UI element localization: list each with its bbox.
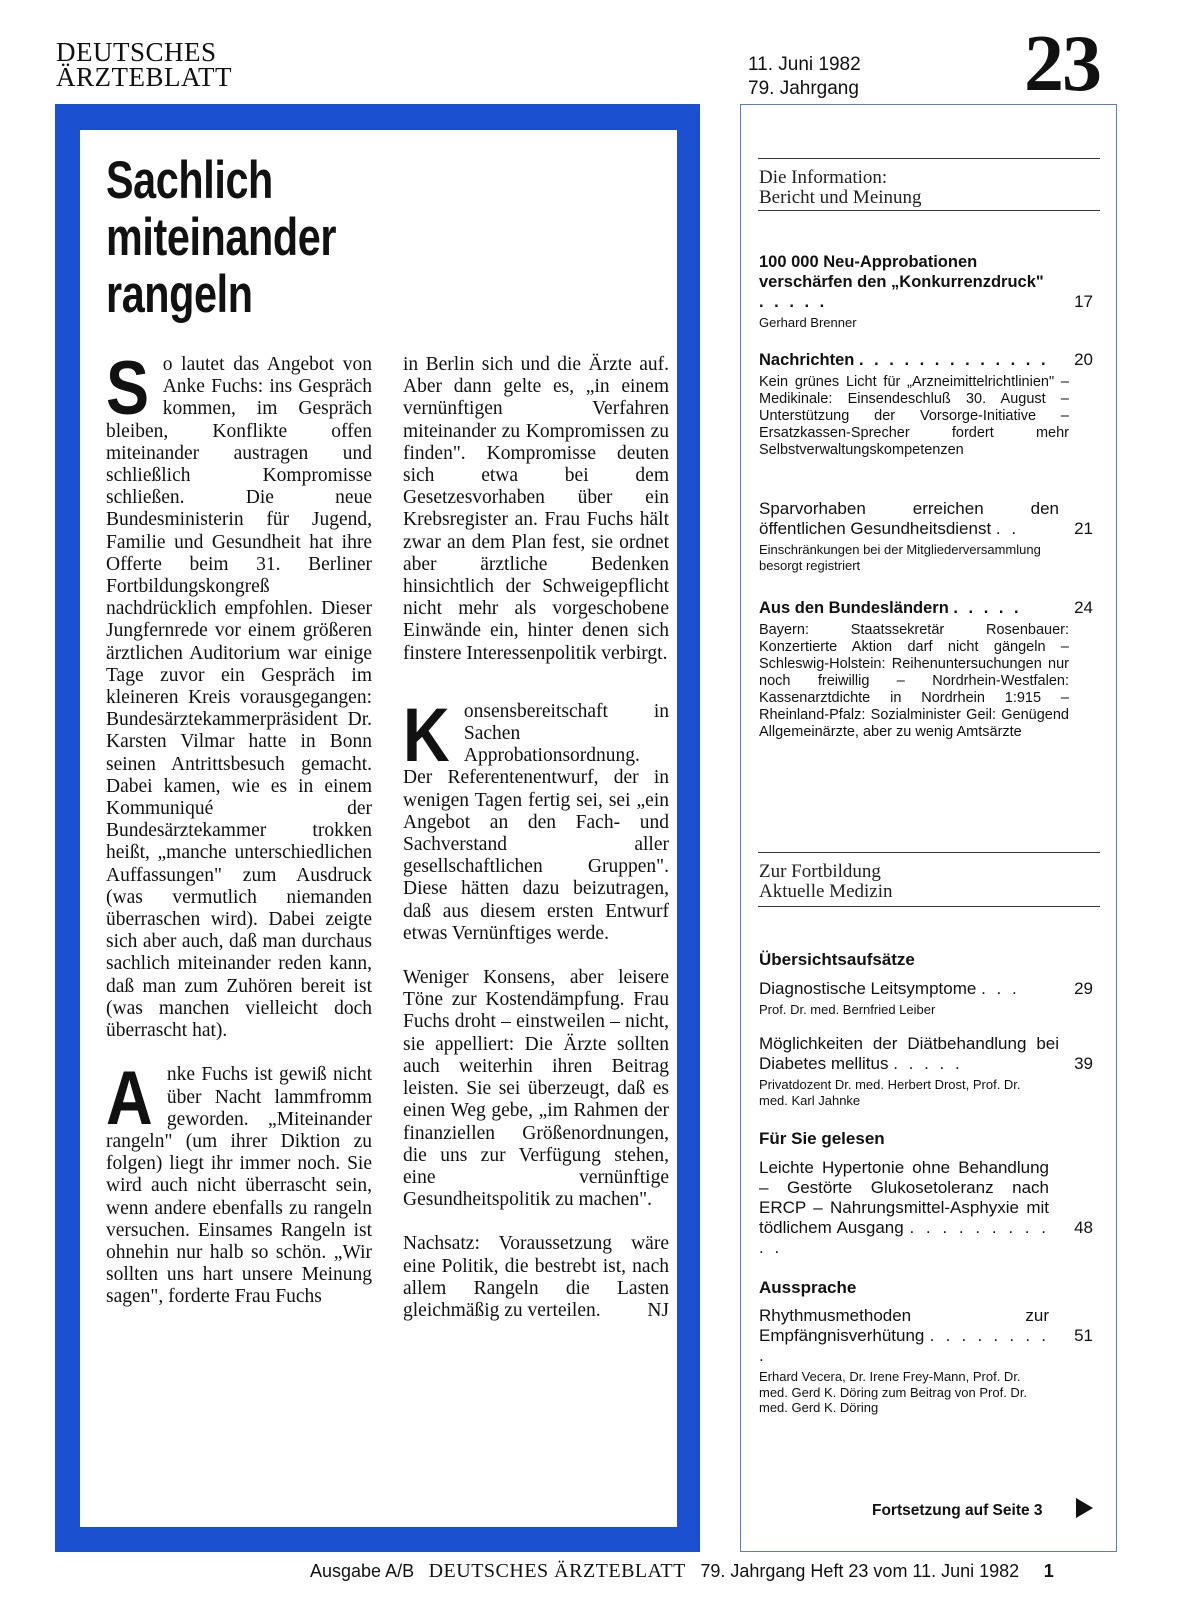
toc-entry-description: Bayern: Staatssekretär Rosenbauer: Konzertierte Aktion darf nicht gängeln – Schleswig-Holstein: Reihenuntersuchungen nur noch freiwillig – Nordrhein-Westfalen: Kassenarztdichte in Nordrhein 1:915 – Rheinland-Pfalz: Sozialminister Geil: Genügend Allgemeinärzte, aber zu wenig Amtsärzte xyxy=(759,622,1069,740)
issue-volume: 79. Jahrgang xyxy=(748,78,859,99)
paragraph-text: Weniger Konsens, aber leisere Töne zur Kostendämpfung. Frau Fuchs droht – einstweilen – nicht, sie appelliert: Die Ärzte sollten auch weiterhin ihren Beitrag leisten. Sie sei überzeugt, daß es einen Weg gebe, „im Rahmen der finanziellen Größenordnungen, die uns zur Verfügung stehen, eine vernünftige Gesundheitspolitik zu machen". xyxy=(403,967,669,1211)
toc-entry[interactable] xyxy=(759,598,1101,741)
paragraph-text: o lautet das Angebot von Anke Fuchs: ins Gespräch kommen, im Gespräch bleiben, Konflikte offen miteinander austragen und schließlich Kompromisse schließen. Die neue Bundesministerin für Jugend, Familie und Gesundheit hat ihre Offerte beim 31. Berliner Fortbildungskongreß nachdrücklich empfohlen. Dieser Jungfernrede vor einem größeren ärztlichen Auditorium war einige Tage zuvor ein Gespräch im kleineren Kreis vorausgegangen: Bundesärztekammerpräsident Dr. Karsten Vilmar hatte in Bonn seinen Antrittsbesuch gemacht. Dabei kamen, wie es in einem Kommuniqué der Bundesärztekammer trokken heißt, „manche unterschiedlichen Auffassungen" zum Ausdruck (was vermutlich niemanden überraschen wird). Dabei zeigte sich aber auch, daß man durchaus sachlich miteinander reden kann, daß man zum Zuhören bereit ist (was manchen vielleicht doch überrascht hat). xyxy=(106,354,372,1042)
article-paragraph xyxy=(106,1056,372,1308)
drop-cap: A xyxy=(106,1056,153,1142)
toc-entry-author: Erhard Vecera, Dr. Irene Frey-Mann, Prof. Dr. med. Gerd K. Döring zum Beitrag von Prof. Dr. med. Gerd K. Döring xyxy=(759,1369,1028,1415)
drop-cap: S xyxy=(106,346,150,431)
article-headline xyxy=(106,152,340,323)
toc-page-number: 21 xyxy=(1074,519,1093,538)
paragraph-text: in Berlin sich und die Ärzte auf. Aber dann gelte es, „in einem vernünftigen Verfahren miteinander zu Kompromissen zu finden". Kompromisse deuten sich etwa bei dem Gesetzesvorhaben über ein Krebsregister an. Frau Fuchs hält zwar an dem Plan fest, sie ordnet aber ärztliche Bedenken hinsichtlich der Schweigepflicht nicht mehr als vorgeschobene Einwände ein, hinter denen sich finstere Interessenpolitik verbirgt. xyxy=(403,354,669,664)
toc-entry-title: Sparvorhaben erreichen den öffentlichen Gesundheitsdienst xyxy=(759,499,1059,538)
headline-line: miteinander xyxy=(106,208,337,267)
paragraph-text: Nachsatz: Voraussetzung wäre eine Politik, die bestrebt ist, nach allem Rangeln die Lasten gleichmäßig zu verteilen. xyxy=(403,1233,669,1321)
headline-line: Sachlich xyxy=(106,151,273,210)
toc-leader-dots: . . xyxy=(995,519,1020,538)
toc-entry-author: Privatdozent Dr. med. Herbert Drost, Prof. Dr. med. Karl Jahnke xyxy=(759,1077,1021,1108)
toc-leader-dots: . . . . . xyxy=(953,599,1022,617)
toc-entry-description: Kein grünes Licht für „Arzneimittelrichtlinien" – Medikinale: Einsendeschluß 30. August – Unterstützung der Vorsorge-Initiative – Ersatzkassen-Sprecher fordert mehr Selbstverwaltungskompetenzen xyxy=(759,374,1069,458)
toc-page-number: 48 xyxy=(1074,1218,1093,1237)
toc-entry-title: Leichte Hypertonie ohne Behandlung – Gestörte Glukosetoleranz nach ERCP – Nahrungsmittel-Asphyxie mit tödlichem Ausgang xyxy=(759,1158,1049,1237)
toc-entry[interactable] xyxy=(759,1158,1101,1258)
toc-page-number: 39 xyxy=(1074,1054,1093,1073)
article-paragraph xyxy=(106,346,372,1042)
toc-category: Aussprache xyxy=(759,1278,857,1297)
toc-entry-title: Nachrichten xyxy=(759,351,855,369)
toc-leader-dots: . . . . . . . . . xyxy=(759,1326,1049,1365)
toc-entry-title: Möglichkeiten der Diätbehandlung bei Diabetes mellitus xyxy=(759,1034,1059,1073)
toc-entry-title: 100 000 Neu-Approbationen verschärfen den „Konkurrenzdruck" xyxy=(759,253,1044,291)
section-heading-line: Aktuelle Medizin xyxy=(759,881,893,902)
issue-date: 11. Juni 1982 xyxy=(748,54,861,75)
section-heading-line: Bericht und Meinung xyxy=(759,187,922,208)
toc-entry-author: Einschränkungen bei der Mitgliederversammlung besorgt registriert xyxy=(759,542,1041,573)
toc-section-heading xyxy=(759,168,922,208)
page-footer xyxy=(310,1560,1054,1583)
continuation-link[interactable]: Fortsetzung auf Seite 3 xyxy=(872,1502,1043,1519)
article-column-2 xyxy=(403,354,669,1344)
article-column-1 xyxy=(106,346,372,1331)
toc-entry[interactable] xyxy=(759,1306,1101,1416)
toc-page-number: 51 xyxy=(1074,1326,1093,1345)
article-paragraph xyxy=(403,354,669,665)
section-heading-line: Die Information: xyxy=(759,167,888,188)
toc-page-number: 24 xyxy=(1074,598,1093,617)
toc-category: Übersichtsaufsätze xyxy=(759,950,915,969)
toc-entry-author: Gerhard Brenner xyxy=(759,315,857,330)
headline-line: rangeln xyxy=(106,265,253,324)
article-paragraph xyxy=(403,1233,669,1322)
toc-page-number: 17 xyxy=(1074,292,1093,311)
toc-page-number: 29 xyxy=(1074,979,1093,998)
masthead-logo xyxy=(56,37,232,92)
section-heading-line: Zur Fortbildung xyxy=(759,861,881,882)
masthead-line1: DEUTSCHES xyxy=(56,37,217,67)
toc-entry-title: Diagnostische Leitsymptome xyxy=(759,979,977,998)
issue-date-block xyxy=(748,53,861,101)
toc-entry[interactable] xyxy=(759,252,1101,331)
toc-category: Für Sie gelesen xyxy=(759,1129,885,1148)
paragraph-text: onsensbereitschaft in Sachen Approbationsordnung. Der Referentenentwurf, der in wenigen Tagen fertig sei, sei „ein Angebot an den Fach- und Sachverstand aller gesellschaftlichen Gruppen". Diese hätten dazu beizutragen, daß aus diesem ersten Entwurf etwas Vernünftiges werde. xyxy=(403,700,669,944)
toc-leader-dots: . . . . . . . . . . . . . xyxy=(858,351,1049,369)
toc-entry[interactable] xyxy=(759,1034,1101,1108)
toc-rule xyxy=(758,210,1100,211)
footer-issue-info: 79. Jahrgang Heft 23 vom 11. Juni 1982 xyxy=(700,1561,1020,1581)
footer-page-number: 1 xyxy=(1043,1561,1054,1581)
footer-journal: DEUTSCHES ÄRZTEBLATT xyxy=(428,1560,686,1582)
toc-rule xyxy=(758,906,1100,907)
toc-leader-dots: . . . . . . . . . . . xyxy=(759,1218,1049,1257)
article-paragraph xyxy=(403,692,669,945)
masthead-line2: ÄRZTEBLATT xyxy=(56,62,232,92)
toc-entry-title: Rhythmusmethoden zur Empfängnisverhütung xyxy=(759,1306,1049,1345)
toc-entry[interactable] xyxy=(759,350,1101,459)
toc-entry-author: Prof. Dr. med. Bernfried Leiber xyxy=(759,1002,936,1017)
toc-leader-dots: . . . . . xyxy=(759,293,828,311)
paragraph-text: nke Fuchs ist gewiß nicht über Nacht lammfromm geworden. „Miteinander rangeln" (um ihrer Diktion zu folgen) liegt ihr immer noch. Sie wird auch nicht überrascht sein, wenn andere ebenfalls zu rangeln versuchen. Einsames Rangeln ist ohnehin nur halb so schön. „Wir sollten uns hart unsere Meinung sagen", forderte Frau Fuchs xyxy=(106,1064,372,1308)
toc-section-heading xyxy=(759,862,893,902)
toc-entry[interactable] xyxy=(759,499,1101,573)
toc-leader-dots: . . . . . xyxy=(893,1054,963,1073)
arrow-right-icon xyxy=(1076,1498,1093,1518)
toc-entry-title: Aus den Bundesländern xyxy=(759,599,949,617)
toc-rule xyxy=(758,852,1100,853)
toc-rule xyxy=(758,158,1100,159)
article-paragraph xyxy=(403,967,669,1211)
footer-edition: Ausgabe A/B xyxy=(310,1561,415,1581)
toc-page-number: 20 xyxy=(1074,350,1093,369)
author-signature: NJ xyxy=(647,1299,669,1321)
toc-entry[interactable] xyxy=(759,979,1101,1018)
toc-leader-dots: . . . xyxy=(981,979,1020,998)
issue-number: 23 xyxy=(1024,20,1100,108)
drop-cap: K xyxy=(403,692,450,778)
